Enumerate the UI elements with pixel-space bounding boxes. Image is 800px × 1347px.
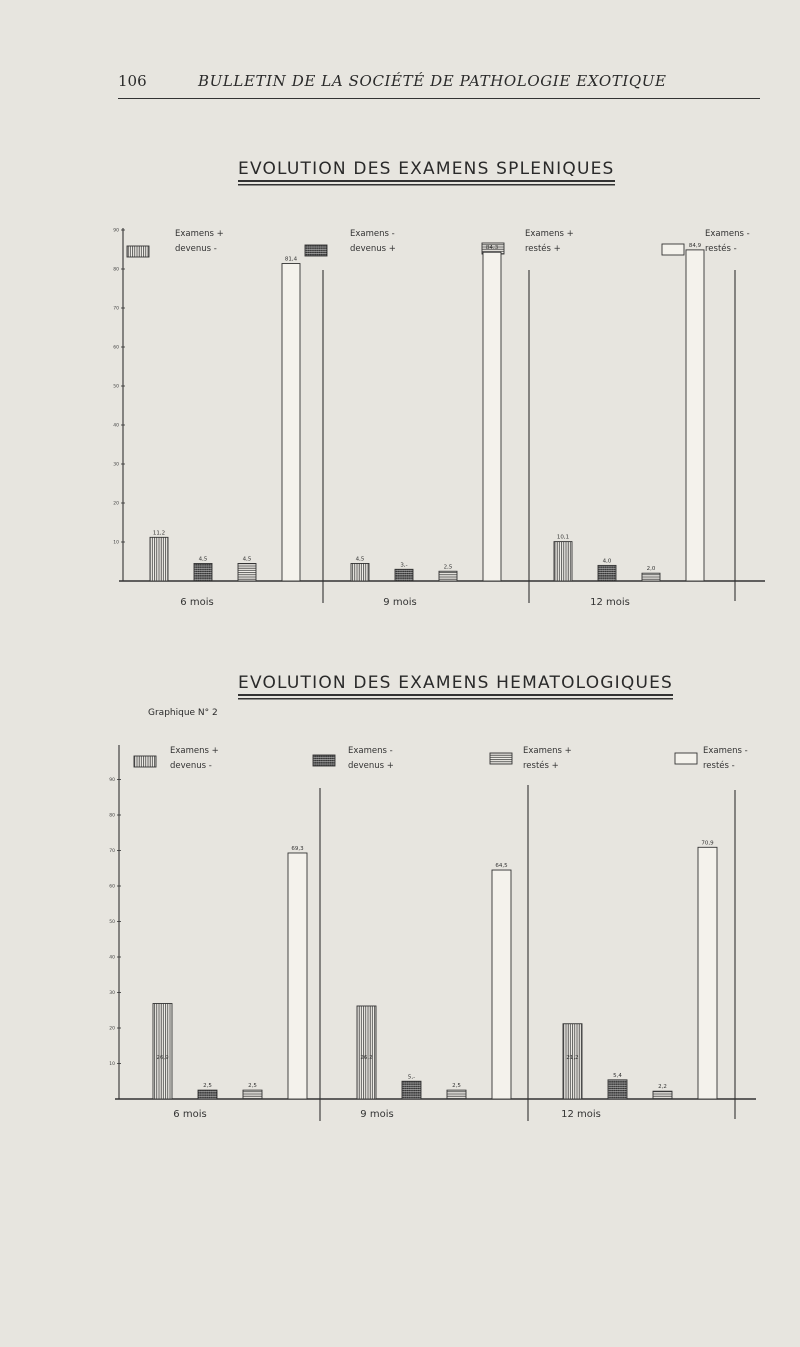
bar <box>483 252 501 581</box>
bar-value-label: 4,5 <box>242 556 252 563</box>
bar-value-label: 4,5 <box>355 556 365 563</box>
bar-value-label: 5,- <box>407 1074 416 1081</box>
bar-value-label: 69,3 <box>291 845 304 852</box>
bar <box>357 1006 376 1099</box>
legend-swatch <box>662 244 684 255</box>
legend-swatch <box>313 755 335 766</box>
legend-label: restés + <box>525 244 561 254</box>
bar-value-label: 2,5 <box>443 564 453 571</box>
legend-label: Examens + <box>525 229 574 239</box>
y-tick-label: 20 <box>113 501 119 507</box>
y-tick-label: 60 <box>109 884 115 890</box>
legend-label: restés - <box>705 244 737 254</box>
y-tick-label: 70 <box>113 306 119 312</box>
legend-label: Examens - <box>703 746 748 756</box>
bar-value-label: 4,0 <box>602 558 612 565</box>
bar-value-label: 2,5 <box>248 1083 257 1090</box>
bar <box>194 563 212 581</box>
legend-swatch <box>675 753 697 764</box>
chart-title-hematologic: EVOLUTION DES EXAMENS HEMATOLOGIQUES <box>238 673 673 696</box>
bar <box>608 1080 627 1099</box>
legend-label: Examens - <box>705 229 750 239</box>
bar <box>698 847 717 1099</box>
legend-label: devenus + <box>350 244 396 254</box>
x-category-label: 9 mois <box>360 1109 394 1120</box>
bar-value-label: 2,5 <box>452 1083 461 1090</box>
legend-swatch <box>305 245 327 256</box>
x-category-label: 6 mois <box>180 597 214 608</box>
y-tick-label: 80 <box>113 267 119 273</box>
bar-value-label: 26,9 <box>156 1055 169 1061</box>
bar <box>153 1004 172 1099</box>
y-tick-label: 40 <box>109 955 115 961</box>
bar <box>492 870 511 1099</box>
y-tick-label: 30 <box>113 462 119 468</box>
bar <box>563 1024 582 1099</box>
bar <box>238 563 256 581</box>
y-tick-label: 80 <box>109 813 115 819</box>
legend-label: Examens - <box>350 229 395 239</box>
page-number: 106 <box>118 72 147 90</box>
legend-label: Examens + <box>523 746 572 756</box>
bar <box>395 569 413 581</box>
legend-label: Examens - <box>348 746 393 756</box>
y-tick-label: 70 <box>109 849 115 854</box>
y-tick-label: 10 <box>109 1062 115 1067</box>
bar <box>198 1090 217 1099</box>
bar-value-label: 84,9 <box>688 242 702 249</box>
bar-value-label: 10,1 <box>556 534 570 541</box>
bar <box>351 563 369 581</box>
y-tick-label: 40 <box>113 423 119 429</box>
x-category-label: 12 mois <box>561 1109 601 1120</box>
bar <box>243 1090 262 1099</box>
legend-swatch <box>490 753 512 764</box>
bar <box>439 571 457 581</box>
bar-value-label: 26,2 <box>360 1055 373 1061</box>
y-tick-label: 30 <box>109 991 115 996</box>
bar-value-label: 84,3 <box>485 245 499 252</box>
x-category-label: 6 mois <box>173 1109 207 1120</box>
legend-swatch <box>127 246 149 257</box>
bar-value-label: 2,2 <box>658 1084 667 1091</box>
bar <box>653 1091 672 1099</box>
y-tick-label: 10 <box>113 540 119 546</box>
bar-value-label: 21,2 <box>566 1055 579 1061</box>
bar <box>402 1081 421 1099</box>
x-category-label: 12 mois <box>590 597 630 608</box>
y-tick-label: 90 <box>113 228 119 234</box>
y-tick-label: 90 <box>109 778 115 783</box>
bar <box>686 250 704 581</box>
y-tick-label: 50 <box>109 920 115 925</box>
bar-value-label: 11,2 <box>152 530 166 537</box>
bar-value-label: 2,0 <box>646 566 656 573</box>
y-tick-label: 50 <box>113 384 119 390</box>
legend-label: devenus + <box>348 761 394 771</box>
legend-label: Examens + <box>170 746 219 756</box>
x-category-label: 9 mois <box>383 597 417 608</box>
bar <box>447 1090 466 1099</box>
bar <box>554 542 572 581</box>
bar-value-label: 70,9 <box>701 840 714 847</box>
legend-label: devenus - <box>175 244 217 254</box>
bar <box>150 537 168 581</box>
bar-value-label: 64,5 <box>495 863 508 870</box>
journal-title: BULLETIN DE LA SOCIÉTÉ DE PATHOLOGIE EXOTIQUE <box>198 72 667 90</box>
graph-number-label: Graphique N° 2 <box>148 708 218 718</box>
chart-title-splenic: EVOLUTION DES EXAMENS SPLENIQUES <box>238 159 615 182</box>
y-tick-label: 20 <box>109 1026 115 1032</box>
bar-value-label: 5,4 <box>613 1072 622 1079</box>
bar <box>282 264 300 581</box>
legend-swatch <box>134 756 156 767</box>
legend-label: devenus - <box>170 761 212 771</box>
bar <box>642 573 660 581</box>
bar <box>598 565 616 581</box>
bar-value-label: 2,5 <box>203 1083 212 1090</box>
bar-value-label: 4,5 <box>198 556 208 563</box>
bar <box>288 853 307 1099</box>
y-tick-label: 60 <box>113 345 119 351</box>
legend-label: restés + <box>523 761 559 771</box>
legend-label: restés - <box>703 761 735 771</box>
legend-label: Examens + <box>175 229 224 239</box>
bar-value-label: 81,4 <box>284 256 298 263</box>
bar-value-label: 3,- <box>400 562 408 569</box>
